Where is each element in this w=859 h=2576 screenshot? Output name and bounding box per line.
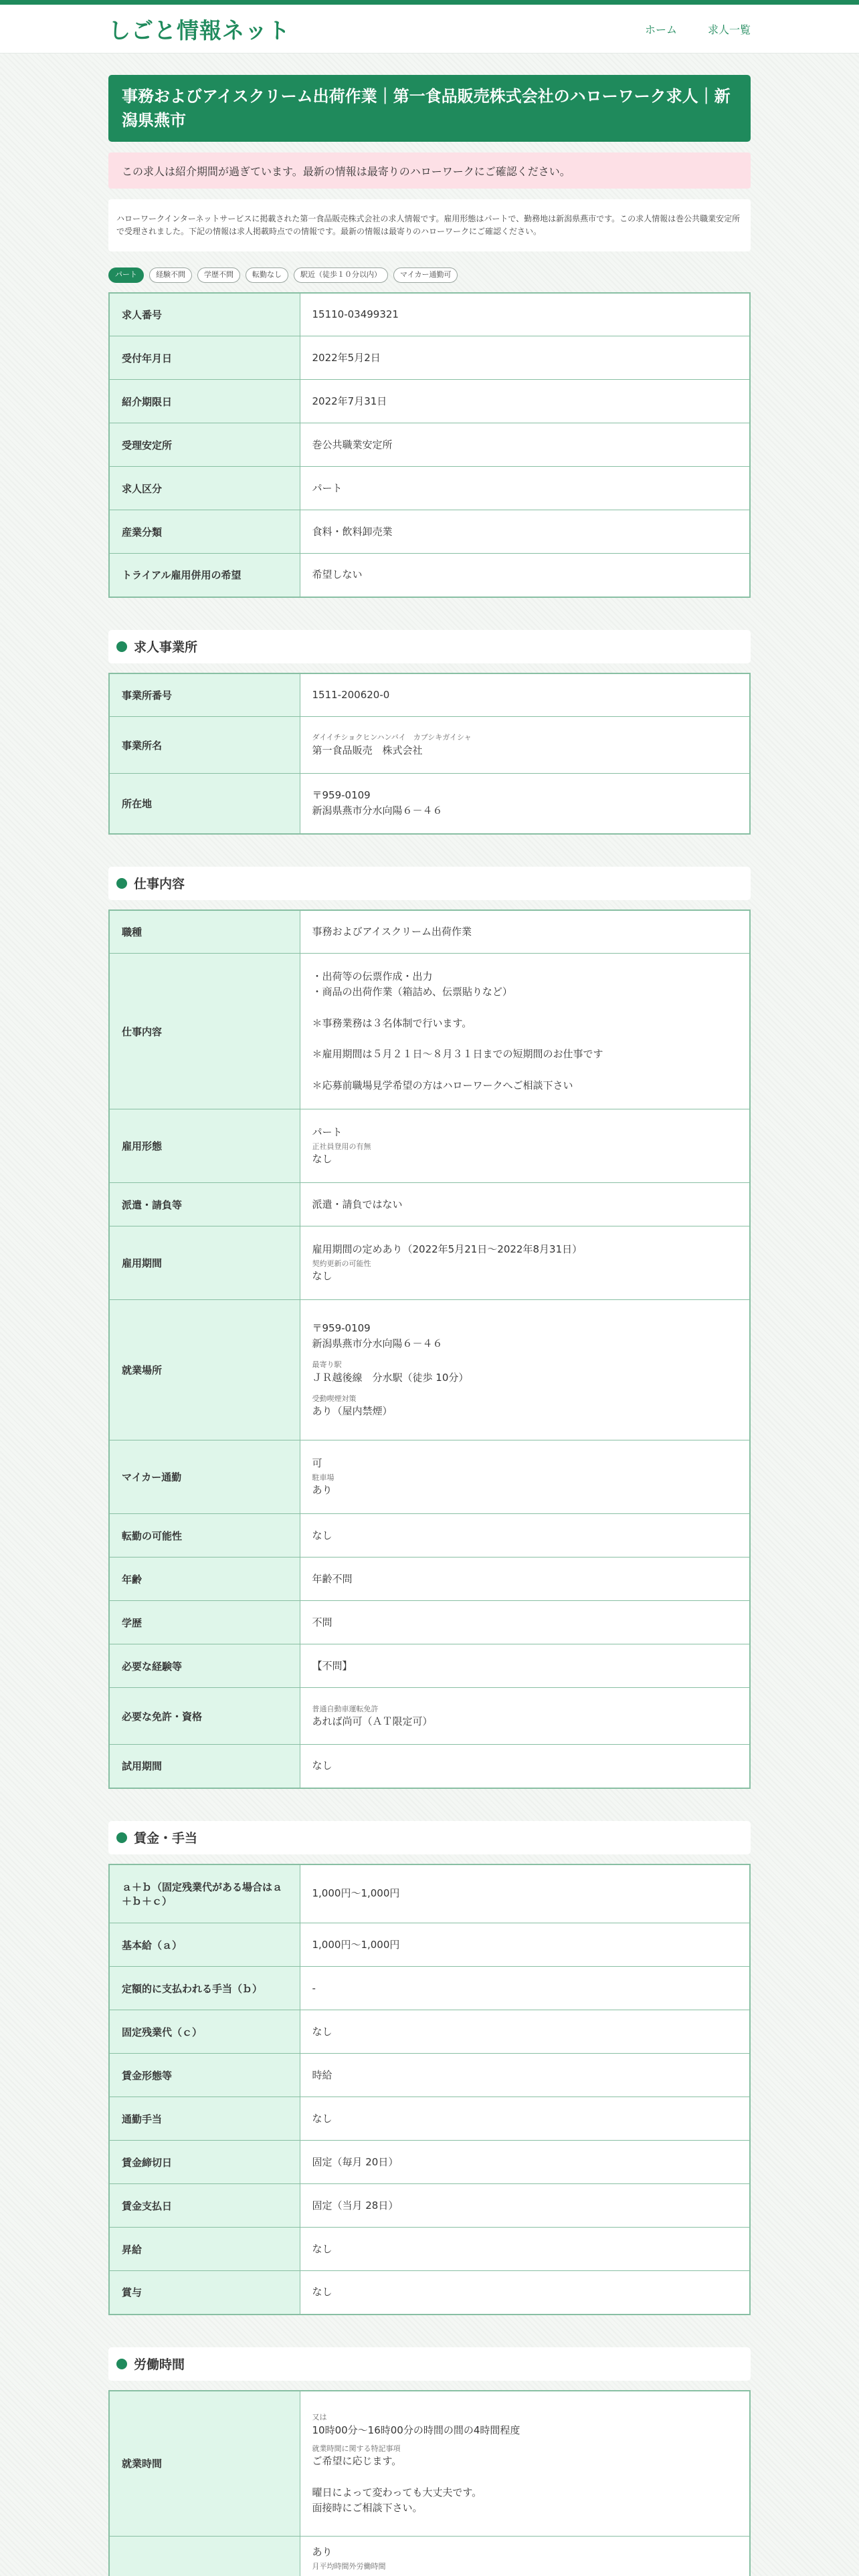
car-commute-value: 可 <box>312 1457 322 1469</box>
section-job-heading <box>108 867 751 900</box>
employment-regular-value: なし <box>312 1153 332 1166</box>
row-label: 試用期間 <box>109 1745 300 1788</box>
sub-label: 最寄り駅 <box>312 1360 342 1370</box>
tag-near-station: 駅近（徒歩１０分以内） <box>294 267 388 282</box>
table-row <box>109 1745 750 1788</box>
table-row <box>109 2141 750 2184</box>
overtime-value: あり <box>312 2546 332 2559</box>
table-row <box>109 1109 750 1183</box>
section-title: 求人事業所 <box>134 640 198 655</box>
bullet-icon <box>116 1832 127 1843</box>
sub-label: 普通自動車運転免許 <box>312 1704 379 1713</box>
row-value: 1,000円～1,000円 <box>300 1923 750 1967</box>
table-row <box>109 1688 750 1745</box>
row-value: なし <box>300 1514 750 1558</box>
site-logo[interactable]: しごと情報ネット <box>108 17 290 43</box>
renewal-value: なし <box>312 1270 332 1283</box>
work-hours-value: 10時00分～16時00分の時間の間の4時間程度 <box>312 2424 520 2436</box>
tag-no-transfer: 転勤なし <box>246 267 288 282</box>
table-row <box>109 2271 750 2315</box>
section-office-heading <box>108 630 751 663</box>
table-row <box>109 2184 750 2228</box>
sub-label: 正社員登用の有無 <box>312 1142 371 1151</box>
table-row <box>109 717 750 774</box>
table-row <box>109 673 750 717</box>
sub-label: 月平均時間外労働時間 <box>312 2562 386 2571</box>
row-label: 基本給（ａ） <box>109 1923 300 1967</box>
office-table <box>108 673 751 835</box>
table-row <box>109 2054 750 2097</box>
row-label: 求人番号 <box>109 293 300 336</box>
office-address: 新潟県燕市分水向陽６－４６ <box>312 804 443 817</box>
row-label: 職種 <box>109 910 300 954</box>
nav-home-link[interactable]: ホーム <box>644 23 677 36</box>
main-content <box>108 53 751 2576</box>
feature-tags <box>108 267 751 282</box>
row-value <box>300 1300 750 1440</box>
row-value: なし <box>300 2228 750 2271</box>
row-label: 定額的に支払われる手当（ｂ） <box>109 1967 300 2010</box>
office-zip: 〒959-0109 <box>312 789 371 802</box>
row-value: なし <box>300 2271 750 2315</box>
row-label: 固定残業代（ｃ） <box>109 2010 300 2054</box>
row-label: 産業分類 <box>109 510 300 554</box>
row-label: トライアル雇用併用の希望 <box>109 554 300 597</box>
row-value: 派遣・請負ではない <box>300 1183 750 1226</box>
section-title: 仕事内容 <box>134 877 185 892</box>
table-row <box>109 380 750 423</box>
table-row <box>109 774 750 834</box>
table-row <box>109 423 750 467</box>
row-value: 2022年5月2日 <box>300 336 750 380</box>
workplace-zip: 〒959-0109 <box>312 1321 371 1334</box>
row-label: 雇用期間 <box>109 1226 300 1300</box>
hours-table <box>108 2390 751 2576</box>
table-row <box>109 2228 750 2271</box>
row-label: 受理安定所 <box>109 423 300 467</box>
row-value: 1,000円～1,000円 <box>300 1864 750 1923</box>
row-value <box>300 774 750 834</box>
row-value: 固定（毎月 20日） <box>300 2141 750 2184</box>
table-row <box>109 1514 750 1558</box>
main-nav <box>645 21 751 37</box>
wage-table <box>108 1864 751 2315</box>
row-label: 就業場所 <box>109 1300 300 1440</box>
table-row <box>109 1923 750 1967</box>
row-label: 賃金形態等 <box>109 2054 300 2097</box>
basic-info-table <box>108 292 751 598</box>
bullet-icon <box>116 878 127 889</box>
row-value: なし <box>300 2097 750 2141</box>
nav-job-list-link[interactable]: 求人一覧 <box>707 23 751 36</box>
employment-type: パート <box>312 1125 343 1138</box>
row-label: 派遣・請負等 <box>109 1183 300 1226</box>
row-value <box>300 1440 750 1514</box>
row-label: 転勤の可能性 <box>109 1514 300 1558</box>
section-hours-heading <box>108 2347 751 2381</box>
row-label: 事業所名 <box>109 717 300 774</box>
sub-label: 契約更新の可能性 <box>312 1259 371 1268</box>
row-value: - <box>300 1967 750 2010</box>
row-value: 15110-03499321 <box>300 293 750 336</box>
row-value <box>300 2391 750 2537</box>
row-label: 就業時間 <box>109 2391 300 2537</box>
row-value: 巻公共職業安定所 <box>300 423 750 467</box>
table-row <box>109 1558 750 1601</box>
table-row <box>109 1644 750 1688</box>
tag-no-education: 学歴不問 <box>197 267 240 282</box>
page-title: 事務およびアイスクリーム出荷作業｜第一食品販売株式会社のハローワーク求人｜新潟県燕市 <box>108 75 751 142</box>
row-value <box>300 1688 750 1745</box>
row-value <box>300 1109 750 1183</box>
job-notice-text: ハローワークインターネットサービスに掲載された第一食品販売株式会社の求人情報です。雇用形態はパートで、勤務地は新潟県燕市です。この求人情報は巻公共職業安定所で受理されました。下記の情報は求人掲載時点での情報です。最新の情報は最寄りのハローワークにご確認ください。 <box>108 199 751 251</box>
sub-label: 又は <box>312 2413 327 2422</box>
table-row <box>109 1967 750 2010</box>
table-row <box>109 1601 750 1644</box>
row-value: 事務およびアイスクリーム出荷作業 <box>300 910 750 954</box>
job-table <box>108 909 751 1789</box>
row-value: なし <box>300 1745 750 1788</box>
row-label: 年齢 <box>109 1558 300 1601</box>
table-row <box>109 554 750 597</box>
row-label: 受付年月日 <box>109 336 300 380</box>
license-value: あれば尚可（ＡＴ限定可） <box>312 1715 433 1728</box>
section-title: 賃金・手当 <box>134 1831 198 1846</box>
tag-no-experience: 経験不問 <box>149 267 192 282</box>
table-row <box>109 336 750 380</box>
table-row <box>109 2010 750 2054</box>
sub-label: 駐車場 <box>312 1473 335 1482</box>
row-label: 雇用形態 <box>109 1109 300 1183</box>
row-value: 希望しない <box>300 554 750 597</box>
nearest-station: ＪＲ越後線 分水駅（徒歩 10分） <box>312 1371 469 1384</box>
row-value: 2022年7月31日 <box>300 380 750 423</box>
row-value <box>300 1226 750 1300</box>
expired-alert: この求人は紹介期間が過ぎています。最新の情報は最寄りのハローワークにご確認ください。 <box>108 152 751 189</box>
job-description: ・出荷等の伝票作成・出力 ・商品の出荷作業（箱詰め、伝票貼りなど） ＊事務業務は３名体制で行います。 ＊雇用期間は５月２１日～８月３１日までの短期間のお仕事です ＊応募前職場見学希望の方はハローワークへご相談下さい <box>300 954 750 1109</box>
row-value: 年齢不問 <box>300 1558 750 1601</box>
work-hours-note: ご希望に応じます。 曜日によって変わっても大丈夫です。 面接時にご相談下さい。 <box>312 2455 482 2514</box>
table-row <box>109 2097 750 2141</box>
row-label: 賞与 <box>109 2271 300 2315</box>
table-row <box>109 1300 750 1440</box>
sub-label: 受動喫煙対策 <box>312 1394 357 1403</box>
office-name: 第一食品販売 株式会社 <box>312 744 423 757</box>
row-value: 1511-200620-0 <box>300 673 750 717</box>
row-label: 賃金締切日 <box>109 2141 300 2184</box>
table-row <box>109 1440 750 1514</box>
table-row <box>109 910 750 954</box>
table-row <box>109 2537 750 2576</box>
table-row <box>109 1183 750 1226</box>
row-label: 通勤手当 <box>109 2097 300 2141</box>
office-name-kana: ダイイチショクヒンハンバイ カブシキガイシャ <box>312 733 472 742</box>
row-label: マイカー通勤 <box>109 1440 300 1514</box>
table-row <box>109 293 750 336</box>
row-label: 仕事内容 <box>109 954 300 1109</box>
site-header <box>0 5 859 53</box>
row-label: 求人区分 <box>109 467 300 510</box>
row-value: 食料・飲料卸売業 <box>300 510 750 554</box>
row-value <box>300 2537 750 2576</box>
table-row <box>109 2391 750 2537</box>
row-label: 賃金支払日 <box>109 2184 300 2228</box>
table-row <box>109 954 750 1109</box>
row-label: 所在地 <box>109 774 300 834</box>
top-accent-bar <box>0 0 859 5</box>
table-row <box>109 1864 750 1923</box>
row-value: なし <box>300 2010 750 2054</box>
section-wage-heading <box>108 1821 751 1854</box>
row-label: 紹介期限日 <box>109 380 300 423</box>
section-title: 労働時間 <box>134 2357 185 2373</box>
row-value: 時給 <box>300 2054 750 2097</box>
row-label: 事業所番号 <box>109 673 300 717</box>
table-row <box>109 1226 750 1300</box>
row-label: ａ＋ｂ（固定残業代がある場合はａ＋ｂ＋ｃ） <box>109 1864 300 1923</box>
row-value: 不問 <box>300 1601 750 1644</box>
smoking-policy: あり（屋内禁煙） <box>312 1405 393 1418</box>
table-row <box>109 467 750 510</box>
row-label: 必要な経験等 <box>109 1644 300 1688</box>
tag-car-commute: マイカー通勤可 <box>393 267 458 282</box>
row-value <box>300 717 750 774</box>
row-value: パート <box>300 467 750 510</box>
parking-value: あり <box>312 1484 332 1497</box>
row-label: 必要な免許・資格 <box>109 1688 300 1745</box>
bullet-icon <box>116 641 127 652</box>
sub-label: 就業時間に関する特記事項 <box>312 2444 401 2454</box>
row-value: 【不問】 <box>300 1644 750 1688</box>
row-label <box>109 2537 300 2576</box>
row-label: 昇給 <box>109 2228 300 2271</box>
workplace-address: 新潟県燕市分水向陽６－４６ <box>312 1337 443 1350</box>
row-label: 学歴 <box>109 1601 300 1644</box>
bullet-icon <box>116 2359 127 2369</box>
tag-part-time: パート <box>108 267 144 282</box>
employment-period: 雇用期間の定めあり（2022年5月21日～2022年8月31日） <box>312 1243 583 1255</box>
row-value: 固定（当月 28日） <box>300 2184 750 2228</box>
table-row <box>109 510 750 554</box>
